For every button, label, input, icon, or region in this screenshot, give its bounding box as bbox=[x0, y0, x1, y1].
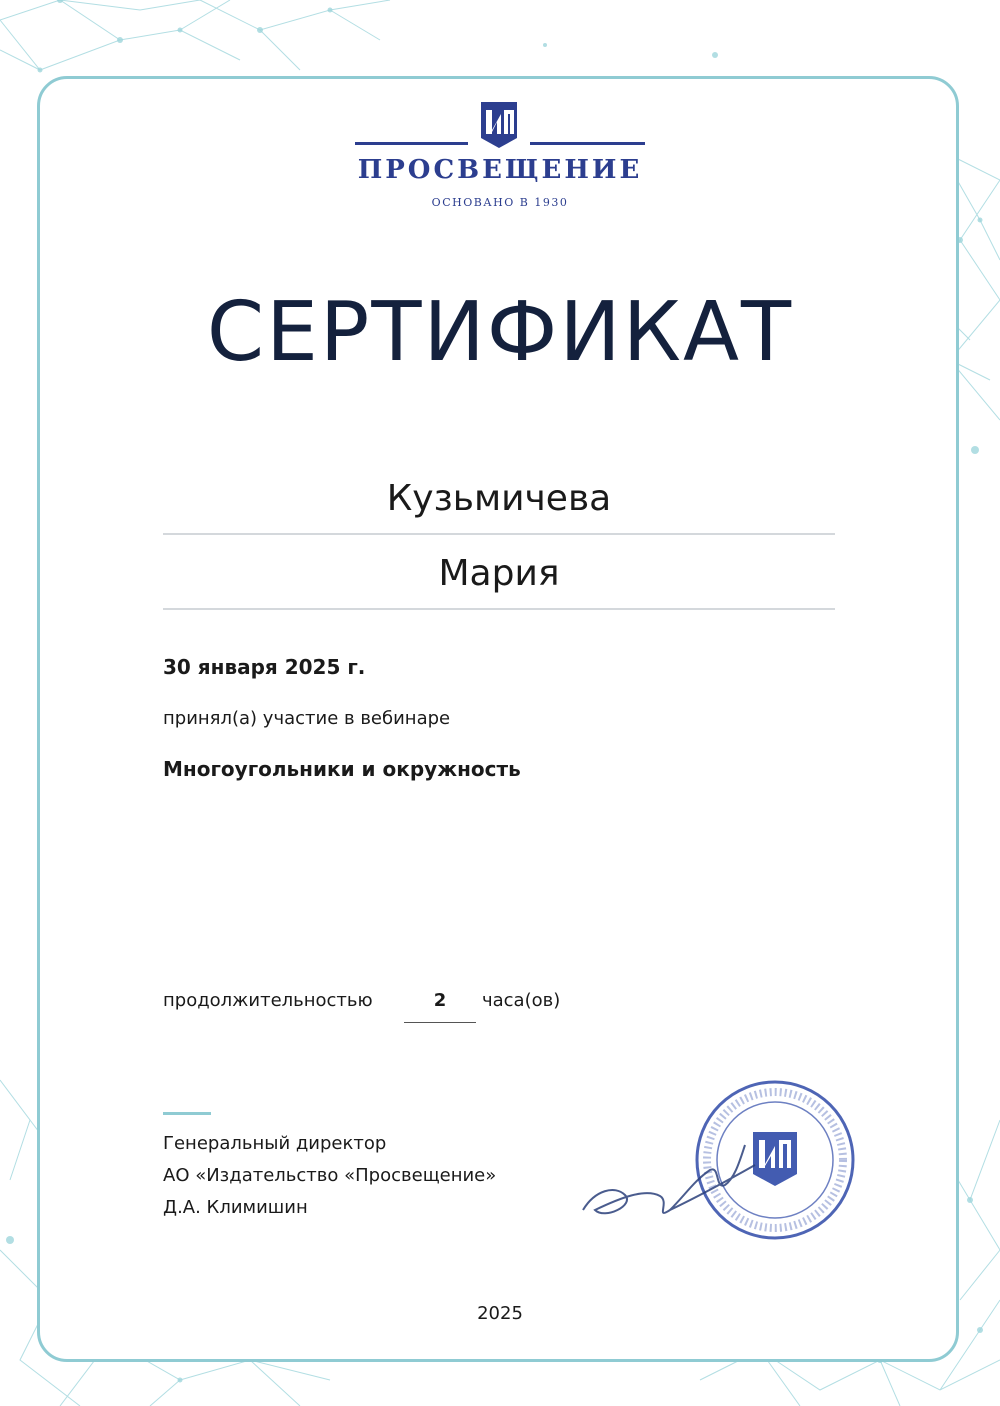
footer-year: 2025 bbox=[477, 1303, 523, 1324]
signatory-position: Генеральный директор bbox=[163, 1133, 387, 1154]
name-divider-2 bbox=[163, 608, 835, 610]
handwritten-signature bbox=[583, 1145, 755, 1213]
recipient-surname: Кузьмичева bbox=[386, 478, 612, 519]
logo-line-right bbox=[530, 142, 645, 145]
duration-label: продолжительностью bbox=[163, 990, 373, 1011]
name-divider-1 bbox=[163, 533, 835, 535]
signatory-name: Д.А. Климишин bbox=[163, 1197, 308, 1218]
duration-value: 2 bbox=[433, 990, 447, 1011]
certificate-title: СЕРТИФИКАТ bbox=[206, 285, 794, 380]
signatory-organization: АО «Издательство «Просвещение» bbox=[163, 1165, 497, 1186]
brand-subtitle: ОСНОВАНО В 1930 bbox=[431, 196, 569, 209]
publisher-emblem-icon bbox=[479, 100, 519, 150]
stamp-seal bbox=[697, 1082, 853, 1238]
duration-underline bbox=[404, 1022, 476, 1023]
official-stamp-and-signature bbox=[575, 1070, 875, 1260]
signature-accent-bar bbox=[163, 1112, 211, 1115]
webinar-title: Многоугольники и окружность bbox=[163, 757, 521, 781]
logo-line-left bbox=[355, 142, 468, 145]
participation-text: принял(а) участие в вебинаре bbox=[163, 708, 451, 729]
publisher-logo bbox=[0, 100, 1000, 220]
recipient-given-name: Мария bbox=[438, 553, 560, 594]
brand-name: ПРОСВЕЩЕНИЕ bbox=[357, 155, 643, 185]
certificate-date: 30 января 2025 г. bbox=[163, 655, 366, 679]
duration-unit: часа(ов) bbox=[482, 990, 561, 1011]
